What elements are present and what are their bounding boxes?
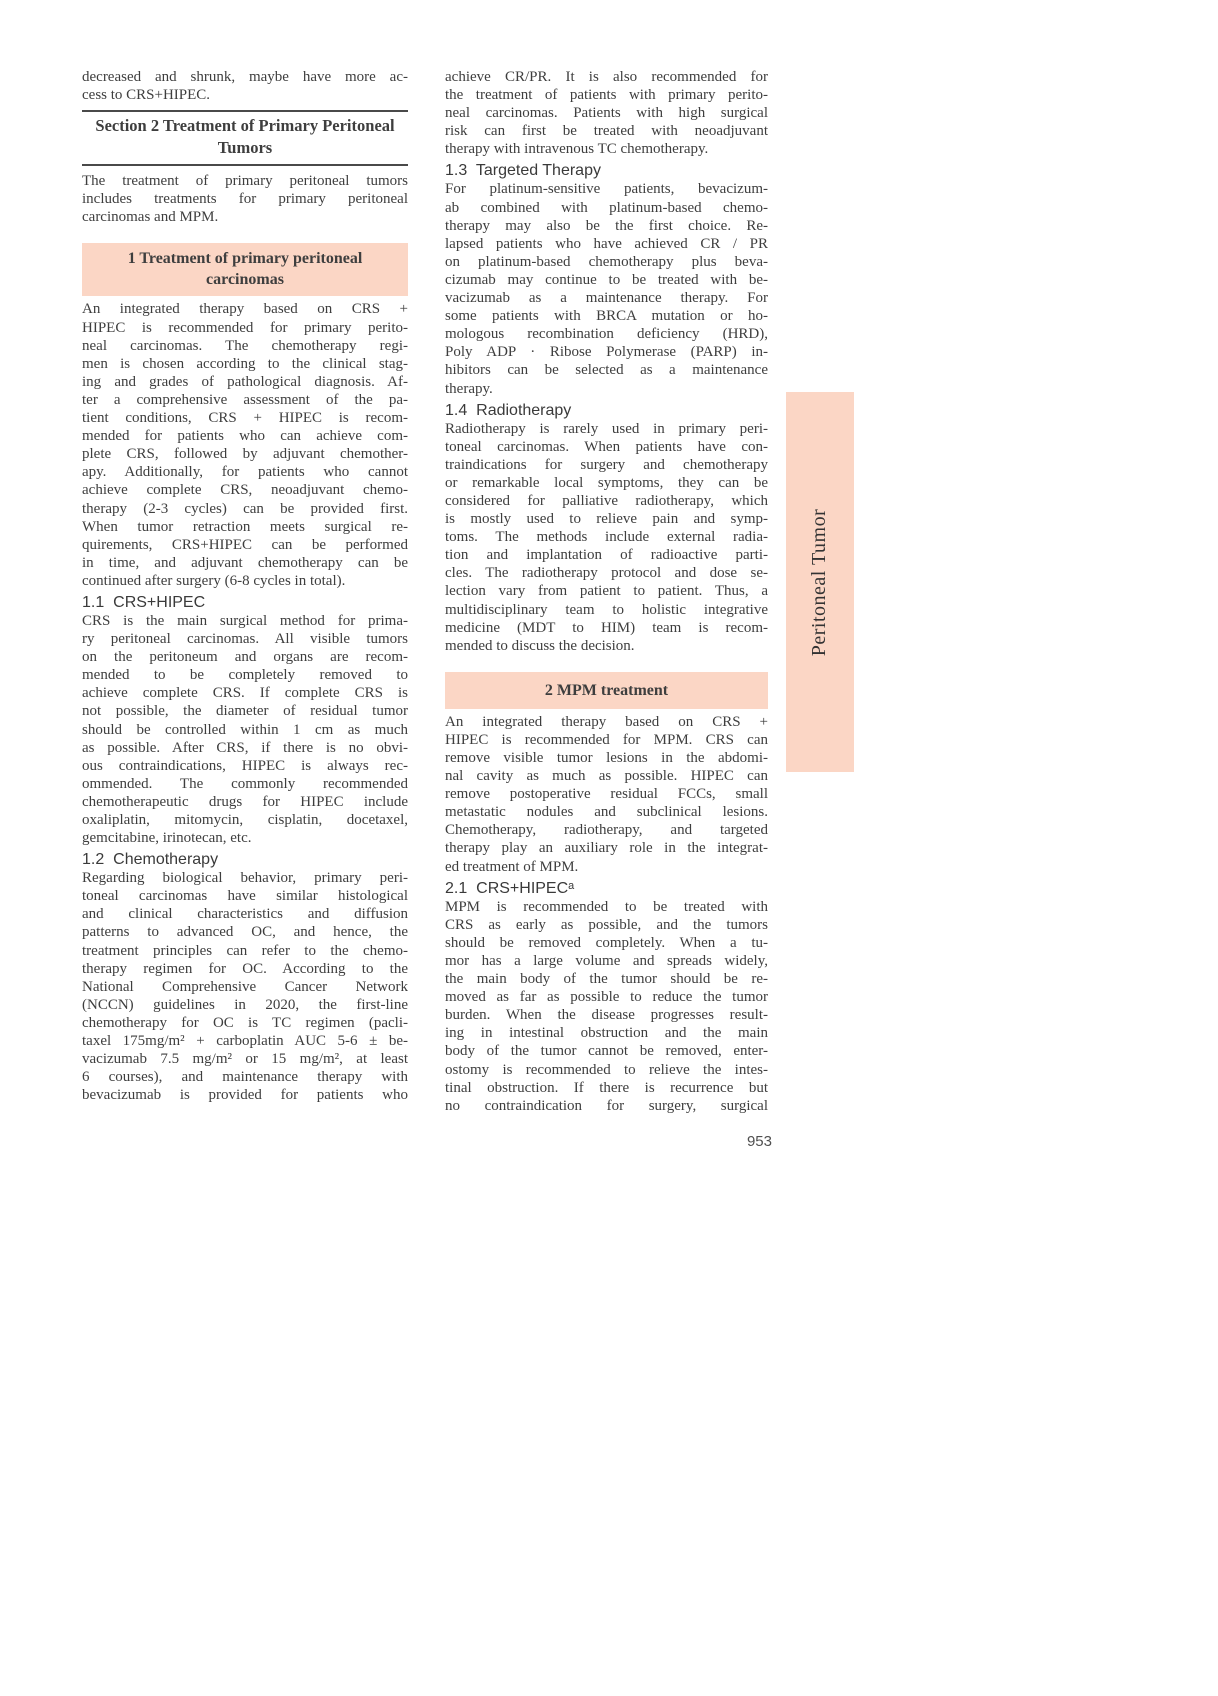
- text-line: treatment principles can refer to the chemo-: [82, 942, 408, 959]
- text-line: therapy with intravenous TC chemotherapy.: [445, 141, 709, 158]
- text-line: toneal carcinomas. When patients have con-: [445, 438, 768, 455]
- text-line: For platinum-sensitive patients, bevacizum-: [445, 181, 768, 198]
- text-line: medicine (MDT to HIM) team is recom-: [445, 619, 768, 636]
- heading-line: 1 Treatment of primary peritoneal: [127, 250, 363, 268]
- paragraph: [82, 300, 408, 590]
- text-line: in time, and adjuvant chemotherapy can be: [82, 554, 408, 571]
- text-line: no contraindication for surgery, surgical: [445, 1097, 768, 1114]
- text-line: mologous recombination deficiency (HRD),: [445, 326, 768, 343]
- subsection-heading: 1.3 Targeted Therapy: [445, 162, 601, 180]
- text-line: oxaliplatin, mitomycin, cisplatin, docetaxel,: [82, 812, 408, 828]
- text-line: plete CRS, followed by adjuvant chemother-: [82, 446, 408, 463]
- text-line: mended to be completely removed to: [82, 667, 408, 684]
- text-line: the treatment of patients with primary perito-: [445, 87, 768, 104]
- text-line: as possible. After CRS, if there is no obvi-: [82, 739, 408, 756]
- text-line: ing and grades of pathological diagnosis. Af-: [82, 373, 408, 390]
- text-line: therapy regimen for OC. According to the: [82, 960, 408, 977]
- heading-line: 2 MPM treatment: [544, 681, 669, 699]
- text-line: metastatic nodules and subclinical lesions.: [445, 804, 768, 821]
- text-line: achieve complete CRS. If complete CRS is: [82, 685, 408, 702]
- text-line: taxel 175mg/m² + carboplatin AUC 5-6 ± be-: [82, 1033, 408, 1050]
- paragraph: [82, 172, 408, 226]
- text-line: should be removed completely. When a tu-: [445, 934, 768, 951]
- text-line: Regarding biological behavior, primary peri-: [82, 870, 408, 887]
- paragraph: [445, 898, 768, 1115]
- paragraph: [445, 68, 768, 158]
- text-line: mended for patients who can achieve com-: [82, 428, 408, 445]
- text-line: cizumab may continue to be treated with be-: [445, 271, 768, 288]
- text-line: considered for palliative radiotherapy, which: [445, 492, 768, 509]
- text-line: carcinomas and MPM.: [82, 209, 219, 226]
- right-column: [445, 68, 768, 1115]
- chapter-side-tab: [786, 392, 854, 772]
- text-line: (NCCN) guidelines in 2020, the first-line: [82, 996, 408, 1013]
- text-line: CRS as early as possible, and the tumors: [445, 916, 768, 933]
- left-column: [82, 68, 408, 1115]
- text-line: HIPEC is recommended for MPM. CRS can: [445, 731, 768, 748]
- text-line: burden. When the disease progresses result-: [445, 1007, 768, 1024]
- text-line: tinal obstruction. If there is recurrence but: [445, 1079, 768, 1096]
- text-line: or remarkable local symptoms, they can be: [445, 474, 768, 491]
- text-line: CRS is the main surgical method for prima-: [82, 612, 408, 629]
- subsection-heading: 1.1 CRS+HIPEC: [82, 593, 206, 611]
- subsection-heading: 1.4 Radiotherapy: [445, 401, 572, 419]
- text-line: MPM is recommended to be treated with: [445, 898, 768, 915]
- text-line: remove visible tumor lesions in the abdomi-: [445, 750, 768, 766]
- page-content: [82, 68, 768, 1115]
- text-line: The treatment of primary peritoneal tumors: [82, 173, 408, 190]
- text-line: decreased and shrunk, maybe have more ac-: [82, 69, 408, 85]
- text-line: mor has a large volume and spreads widely,: [445, 952, 768, 969]
- text-line: ed treatment of MPM.: [445, 858, 579, 875]
- text-line: men is chosen according to the clinical stag-: [82, 355, 408, 372]
- text-line: therapy.: [445, 380, 493, 397]
- text-line: apy. Additionally, for patients who cannot: [82, 464, 408, 481]
- text-line: HIPEC is recommended for primary perito-: [82, 319, 408, 336]
- text-line: Chemotherapy, radiotherapy, and targeted: [445, 822, 768, 839]
- text-line: not possible, the diameter of residual tumor: [82, 703, 408, 720]
- text-line: ostomy is recommended to relieve the intes-: [445, 1061, 768, 1078]
- section-title: [82, 115, 408, 158]
- text-line: patterns to advanced OC, and hence, the: [82, 924, 408, 941]
- text-line: on the peritoneum and organs are recom-: [82, 649, 408, 666]
- text-line: bevacizumab is provided for patients who: [82, 1087, 408, 1104]
- text-line: National Comprehensive Cancer Network: [82, 978, 408, 995]
- subsection-heading: 1.2 Chemotherapy: [82, 851, 219, 869]
- text-line: continued after surgery (6-8 cycles in total).: [82, 572, 346, 589]
- text-line: lection vary from patient to patient. Thus, a: [445, 583, 768, 600]
- highlight-heading-box: [82, 243, 408, 296]
- text-line: achieve CR/PR. It is also recommended for: [445, 69, 768, 85]
- text-line: nal cavity as much as possible. HIPEC can: [445, 768, 768, 785]
- text-line: An integrated therapy based on CRS +: [445, 713, 768, 730]
- text-line: the main body of the tumor should be re-: [445, 971, 768, 988]
- text-line: tient conditions, CRS + HIPEC is recom-: [82, 410, 408, 427]
- text-line: chemotherapeutic drugs for HIPEC include: [82, 793, 408, 810]
- text-line: ous contraindications, HIPEC is always rec-: [82, 757, 408, 774]
- divider-rule: [82, 164, 408, 166]
- paragraph: [82, 68, 408, 104]
- text-line: ommended. The commonly recommended: [82, 775, 408, 792]
- text-line: vacizumab 7.5 mg/m² or 15 mg/m², at least: [82, 1051, 408, 1068]
- text-line: is mostly used to relieve pain and symp-: [445, 511, 768, 528]
- text-line: therapy (2-3 cycles) can be provided first.: [82, 500, 408, 517]
- text-line: moved as far as possible to reduce the tumor: [445, 989, 768, 1006]
- paragraph: [445, 180, 768, 397]
- heading-line: Tumors: [217, 137, 273, 157]
- text-line: achieve complete CRS, neoadjuvant chemo-: [82, 482, 408, 499]
- text-line: cles. The radiotherapy protocol and dose se-: [445, 565, 768, 582]
- heading-line: Section 2 Treatment of Primary Peritoneal: [95, 116, 395, 136]
- heading-line: carcinomas: [206, 271, 284, 289]
- text-line: toneal carcinomas have similar histological: [82, 888, 408, 905]
- text-line: An integrated therapy based on CRS +: [82, 301, 408, 318]
- text-line: ter a comprehensive assessment of the pa-: [82, 391, 408, 408]
- text-line: multidisciplinary team to holistic integrative: [445, 601, 768, 618]
- text-line: hibitors can be selected as a maintenance: [445, 362, 768, 379]
- text-line: some patients with BRCA mutation or ho-: [445, 308, 768, 325]
- paragraph: [82, 869, 408, 1104]
- text-line: should be controlled within 1 cm as much: [82, 721, 408, 738]
- paragraph: [445, 420, 768, 655]
- text-line: risk can first be treated with neoadjuvant: [445, 123, 768, 140]
- text-line: neal carcinomas. The chemotherapy regi-: [82, 337, 408, 354]
- text-line: remove postoperative residual FCCs, small: [445, 786, 768, 803]
- text-line: neal carcinomas. Patients with high surgical: [445, 105, 768, 122]
- text-line: cess to CRS+HIPEC.: [82, 87, 211, 104]
- text-line: 6 courses), and maintenance therapy with: [82, 1069, 408, 1086]
- text-line: vacizumab as a maintenance therapy. For: [445, 290, 768, 307]
- divider-rule: [82, 110, 408, 112]
- text-line: ing in intestinal obstruction and the main: [445, 1025, 768, 1042]
- text-line: therapy may also be the first choice. Re-: [445, 217, 768, 234]
- page-number: 953: [746, 1133, 772, 1150]
- chapter-tab-label: Peritoneal Tumor: [808, 508, 831, 656]
- text-line: When tumor retraction meets surgical re-: [82, 518, 408, 535]
- text-line: ab combined with platinum-based chemo-: [445, 199, 768, 216]
- paragraph: [445, 713, 768, 876]
- text-line: ry peritoneal carcinomas. All visible tumors: [82, 631, 408, 648]
- text-line: includes treatments for primary peritoneal: [82, 191, 408, 208]
- text-line: mended to discuss the decision.: [445, 637, 635, 654]
- highlight-heading-box: [445, 672, 768, 709]
- text-line: and clinical characteristics and diffusion: [82, 906, 408, 923]
- text-line: traindications for surgery and chemotherapy: [445, 456, 768, 473]
- text-line: tion and implantation of radioactive parti-: [445, 547, 768, 564]
- text-line: Poly ADP · Ribose Polymerase (PARP) in-: [445, 344, 768, 361]
- text-line: body of the tumor cannot be removed, enter-: [445, 1043, 768, 1060]
- text-line: on platinum-based chemotherapy plus beva-: [445, 253, 768, 270]
- paragraph: [82, 612, 408, 847]
- text-line: gemcitabine, irinotecan, etc.: [82, 830, 252, 847]
- text-line: chemotherapy for OC is TC regimen (pacli-: [82, 1014, 408, 1031]
- text-line: Radiotherapy is rarely used in primary peri-: [445, 420, 768, 437]
- text-line: quirements, CRS+HIPEC can be performed: [82, 536, 408, 553]
- text-line: toms. The methods include external radia-: [445, 529, 768, 546]
- text-line: lapsed patients who have achieved CR / PR: [445, 235, 768, 252]
- subsection-heading: 2.1 CRS+HIPECᵃ: [445, 879, 575, 897]
- text-line: therapy play an auxiliary role in the integrat-: [445, 840, 768, 857]
